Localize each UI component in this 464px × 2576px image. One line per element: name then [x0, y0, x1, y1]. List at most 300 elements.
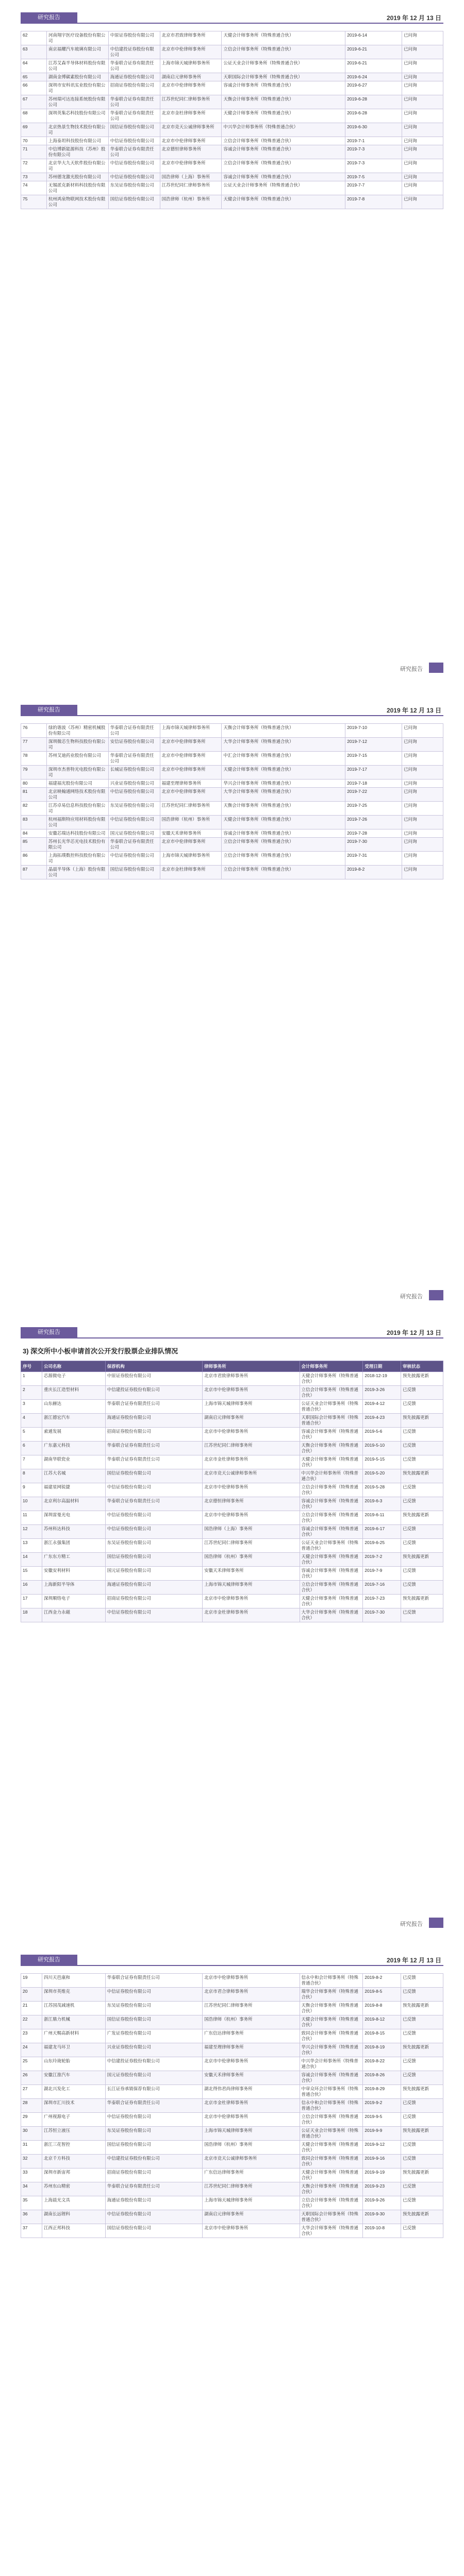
- table-cell: 广东信达律师事务所: [203, 2168, 300, 2182]
- table-cell: 74: [21, 181, 47, 195]
- table-cell: 天健会计师事务所（特殊普通合伙）: [300, 1455, 363, 1469]
- table-cell: 66: [21, 81, 47, 95]
- table-cell: 2019-5-28: [363, 1483, 401, 1497]
- table-cell: 2019-7-10: [345, 724, 402, 738]
- table-cell: 福建福光股份有限公司: [46, 779, 108, 788]
- table-cell: 安徽芯瑞达科技股份有限公司: [46, 829, 108, 838]
- table-cell: 预先披露更新: [401, 2168, 443, 2182]
- table-cell: 2019-6-25: [363, 1539, 401, 1553]
- page-header: [21, 1325, 443, 1338]
- table-row: [21, 2168, 443, 2182]
- table-row: [21, 73, 443, 81]
- table-cell: 已反馈: [401, 2029, 443, 2043]
- table-cell: 中信建投证券股份有限公司: [105, 2057, 202, 2071]
- table-cell: 东吴证券股份有限公司: [108, 802, 160, 816]
- table-cell: 79: [21, 766, 47, 779]
- table-cell: 2019-9-2: [363, 2099, 401, 2113]
- table-cell: 已问询: [402, 173, 443, 181]
- ipo-queue-table-d: [21, 1973, 443, 2238]
- table-cell: 北京市中伦律师事务所: [203, 2113, 300, 2127]
- table-cell: 64: [21, 59, 47, 73]
- table-cell: 华泰联合证券有限责任公司: [105, 1497, 202, 1511]
- table-cell: 江西金力永磁: [42, 1608, 105, 1622]
- table-cell: 63: [21, 45, 47, 59]
- table-cell: 苏州科达科技: [42, 1525, 105, 1539]
- table-row: [21, 2155, 443, 2168]
- table-cell: 已问询: [402, 816, 443, 829]
- table-cell: 国信证券股份有限公司: [105, 2141, 202, 2155]
- table-cell: 上海市锦天城律师事务所: [160, 724, 222, 738]
- table-cell: 86: [21, 852, 47, 866]
- table-cell: 大华会计师事务所（特殊普通合伙）: [300, 2224, 363, 2238]
- table-cell: 2019-6-11: [363, 1511, 401, 1525]
- column-header: 序号: [21, 1361, 42, 1372]
- table-cell: 芯源微电子: [42, 1372, 105, 1386]
- table-cell: 2019-6-14: [345, 31, 402, 45]
- table-cell: 70: [21, 137, 47, 145]
- table-cell: 62: [21, 31, 47, 45]
- table-row: [21, 1483, 443, 1497]
- table-cell: 安徽江淮汽车: [42, 2071, 105, 2085]
- table-cell: 国浩律师（上海）事务所: [160, 173, 222, 181]
- table-cell: 湖北得伟君尚律师事务所: [203, 2085, 300, 2099]
- table-cell: 华泰联合证券有限责任公司: [108, 724, 160, 738]
- table-cell: 立信会计师事务所（特殊普通合伙）: [300, 1581, 363, 1595]
- table-cell: 四川天邑康和: [42, 1974, 105, 1988]
- table-cell: 已反馈: [401, 2015, 443, 2029]
- table-cell: 已反馈: [401, 1525, 443, 1539]
- table-cell: 已问询: [402, 724, 443, 738]
- table-cell: 天衡会计师事务所（特殊普通合伙）: [222, 802, 345, 816]
- table-cell: 10: [21, 1497, 42, 1511]
- table-cell: 北京市中伦律师事务所: [160, 766, 222, 779]
- table-cell: 已反馈: [401, 2155, 443, 2168]
- table-cell: 2019-9-19: [363, 2168, 401, 2182]
- table-row: [21, 2141, 443, 2155]
- table-cell: 国元证券股份有限公司: [105, 2071, 202, 2085]
- table-cell: 招商证券股份有限公司: [105, 2168, 202, 2182]
- table-row: [21, 95, 443, 109]
- table-cell: 2019-5-15: [363, 1455, 401, 1469]
- table-cell: 中信证券股份有限公司: [108, 159, 160, 173]
- table-cell: 2019-8-29: [363, 2085, 401, 2099]
- table-cell: 已反馈: [401, 2196, 443, 2210]
- table-cell: 湖北兴发化工: [42, 2085, 105, 2099]
- table-cell: 北京市君合律师事务所: [203, 1988, 300, 2002]
- table-cell: 2019-5-10: [363, 1442, 401, 1455]
- table-cell: 76: [21, 724, 47, 738]
- table-cell: 28: [21, 2099, 42, 2113]
- page-header: [21, 1953, 443, 1966]
- table-cell: 已反馈: [401, 2224, 443, 2238]
- table-cell: 已反馈: [401, 1386, 443, 1400]
- table-cell: 国信证券股份有限公司: [105, 1553, 202, 1567]
- table-row: [21, 2182, 443, 2196]
- table-row: [21, 852, 443, 866]
- table-cell: 江苏世纪同仁律师事务所: [203, 2002, 300, 2015]
- table-cell: 2019-8-15: [363, 2029, 401, 2043]
- table-cell: 已反馈: [401, 2141, 443, 2155]
- header-tag: 研究报告: [21, 1955, 77, 1965]
- table-cell: 已问询: [402, 109, 443, 123]
- table-cell: 晶晨半导体（上海）股份有限公司: [46, 866, 108, 879]
- table-cell: 北京千方科技: [42, 2155, 105, 2168]
- table-cell: 11: [21, 1511, 42, 1525]
- table-cell: 2019-9-26: [363, 2196, 401, 2210]
- table-cell: 广州视源电子: [42, 2113, 105, 2127]
- table-cell: 73: [21, 173, 47, 181]
- table-cell: 2019-6-28: [345, 95, 402, 109]
- footer-page-block: [429, 1918, 443, 1928]
- header-tag: 研究报告: [21, 1327, 77, 1337]
- table-row: [21, 1469, 443, 1483]
- table-cell: 2019-8-2: [345, 866, 402, 879]
- table-cell: 2019-7-22: [345, 788, 402, 802]
- table-cell: 2019-6-30: [345, 123, 402, 137]
- table-cell: 兴业证券股份有限公司: [108, 779, 160, 788]
- table-row: [21, 137, 443, 145]
- table-cell: 天健会计师事务所（特殊普通合伙）: [300, 2141, 363, 2155]
- table-cell: 中信证券股份有限公司: [108, 137, 160, 145]
- table-cell: 福建至理律师事务所: [203, 2043, 300, 2057]
- table-cell: 已反馈: [401, 1442, 443, 1455]
- table-cell: 87: [21, 866, 47, 879]
- table-cell: 已反馈: [401, 1428, 443, 1442]
- table-cell: 容诚会计师事务所（特殊普通合伙）: [222, 829, 345, 838]
- table-row: [21, 2224, 443, 2238]
- table-cell: 预先披露更新: [401, 1595, 443, 1608]
- table-cell: 已反馈: [401, 1400, 443, 1414]
- table-cell: 江苏世纪同仁律师事务所: [160, 802, 222, 816]
- table-cell: 天衡会计师事务所（特殊普通合伙）: [222, 724, 345, 738]
- table-cell: 天健会计师事务所（特殊普通合伙）: [222, 195, 345, 209]
- table-row: [21, 81, 443, 95]
- table-cell: 国浩律师（杭州）事务所: [160, 195, 222, 209]
- table-cell: 预先披露更新: [401, 1469, 443, 1483]
- table-cell: 安信证券股份有限公司: [108, 738, 160, 752]
- header-date: 2019 年 12 月 13 日: [386, 1957, 441, 1964]
- table-cell: 华兴会计师事务所（特殊普通合伙）: [222, 779, 345, 788]
- table-row: [21, 2002, 443, 2015]
- table-cell: 安徽安利材料: [42, 1567, 105, 1581]
- table-cell: 重庆长江造型材料: [42, 1386, 105, 1400]
- header-date: 2019 年 12 月 13 日: [386, 707, 441, 714]
- table-cell: 2019-7-26: [345, 816, 402, 829]
- table-row: [21, 109, 443, 123]
- header-date: 2019 年 12 月 13 日: [386, 14, 441, 22]
- table-cell: 容诚会计师事务所（特殊普通合伙）: [222, 173, 345, 181]
- table-cell: 上海市锦天城律师事务所: [160, 59, 222, 73]
- table-cell: 容诚会计师事务所（特殊普通合伙）: [300, 2071, 363, 2085]
- table-cell: 上海市锦天城律师事务所: [203, 1581, 300, 1595]
- table-cell: 中信证券股份有限公司: [105, 1525, 202, 1539]
- table-cell: 2019-6-21: [345, 45, 402, 59]
- table-cell: 公证天业会计师事务所（特殊普通合伙）: [300, 1400, 363, 1414]
- table-cell: 已反馈: [401, 1608, 443, 1622]
- column-header: 受理日期: [363, 1361, 401, 1372]
- table-cell: 2019-6-17: [363, 1525, 401, 1539]
- table-row: [21, 1553, 443, 1567]
- table-cell: 福建龙马环卫: [42, 2043, 105, 2057]
- table-cell: 天健会计师事务所（特殊普通合伙）: [222, 816, 345, 829]
- table-cell: 杭州福斯特应用材料股份有限公司: [46, 816, 108, 829]
- table-cell: 中信建投证券股份有限公司: [105, 1386, 202, 1400]
- table-cell: 预先披露更新: [401, 2002, 443, 2015]
- table-cell: 北京市中伦律师事务所: [203, 2057, 300, 2071]
- table-cell: 北京市君致律师事务所: [160, 31, 222, 45]
- table-cell: 国浩律师（杭州）事务所: [203, 2015, 300, 2029]
- table-cell: 浙江永强集团: [42, 1539, 105, 1553]
- table-row: [21, 2210, 443, 2224]
- table-row: [21, 2015, 443, 2029]
- table-cell: 2019-7-30: [363, 1608, 401, 1622]
- table-row: [21, 724, 443, 738]
- table-cell: 天衡会计师事务所（特殊普通合伙）: [300, 1442, 363, 1455]
- table-cell: 中兴华会计师事务所（特殊普通合伙）: [300, 2057, 363, 2071]
- table-cell: 81: [21, 788, 47, 802]
- table-cell: 北京德恒律师事务所: [203, 1497, 300, 1511]
- table-cell: 2019-7-1: [345, 137, 402, 145]
- table-cell: 已问询: [402, 31, 443, 45]
- table-row: [21, 173, 443, 181]
- table-row: [21, 1386, 443, 1400]
- table-cell: 2019-7-16: [363, 1581, 401, 1595]
- table-cell: 83: [21, 816, 47, 829]
- table-cell: 2019-9-5: [363, 2113, 401, 2127]
- table-cell: 2019-3-26: [363, 1386, 401, 1400]
- table-cell: 福建星网锐捷: [42, 1483, 105, 1497]
- table-cell: 已反馈: [401, 1988, 443, 2002]
- table-cell: 2019-8-12: [363, 2015, 401, 2029]
- table-cell: 天职国际会计师事务所（特殊普通合伙）: [222, 73, 345, 81]
- table-cell: 34: [21, 2182, 42, 2196]
- table-row: [21, 802, 443, 816]
- table-cell: 已反馈: [401, 1581, 443, 1595]
- table-cell: 2019-8-22: [363, 2057, 401, 2071]
- table-cell: 江苏卓易信息科技股份有限公司: [46, 802, 108, 816]
- table-cell: 77: [21, 738, 47, 752]
- page-footer: [356, 663, 443, 673]
- table-cell: 中信证券股份有限公司: [105, 1483, 202, 1497]
- table-cell: 大华会计师事务所（特殊普通合伙）: [300, 1608, 363, 1622]
- table-cell: 东吴证券股份有限公司: [105, 1539, 202, 1553]
- table-cell: 已问询: [402, 866, 443, 879]
- table-cell: 已问询: [402, 73, 443, 81]
- table-cell: 山东玲珑轮胎: [42, 2057, 105, 2071]
- table-cell: 2019-7-3: [345, 145, 402, 159]
- table-cell: 已问询: [402, 95, 443, 109]
- table-cell: 18: [21, 1608, 42, 1622]
- table-cell: 30: [21, 2127, 42, 2141]
- table-cell: 公证天业会计师事务所（特殊普通合伙）: [300, 2127, 363, 2141]
- table-cell: 78: [21, 752, 47, 766]
- table-cell: 安徽天禾律师事务所: [203, 1567, 300, 1581]
- table-row: [21, 145, 443, 159]
- page-header: [21, 703, 443, 716]
- table-cell: 容诚会计师事务所（特殊普通合伙）: [300, 1567, 363, 1581]
- table-cell: 长江证券承销保荐有限公司: [105, 2085, 202, 2099]
- table-cell: 瑞华会计师事务所（特殊普通合伙）: [300, 1988, 363, 2002]
- table-cell: 29: [21, 2113, 42, 2127]
- table-cell: 国信证券股份有限公司: [108, 866, 160, 879]
- table-cell: 已问询: [402, 159, 443, 173]
- table-cell: 2019-7-9: [363, 1567, 401, 1581]
- table-cell: 上海拓璞数控科技股份有限公司: [46, 852, 108, 866]
- table-cell: 海通证券股份有限公司: [105, 2196, 202, 2210]
- table-cell: 索通发展: [42, 1428, 105, 1442]
- table-cell: 北京市中伦律师事务所: [160, 137, 222, 145]
- table-cell: 立信会计师事务所（特殊普通合伙）: [300, 2113, 363, 2127]
- table-cell: 华泰联合证券有限责任公司: [105, 1455, 202, 1469]
- table-cell: 天衡会计师事务所（特殊普通合伙）: [300, 2182, 363, 2196]
- table-cell: 海通证券股份有限公司: [108, 73, 160, 81]
- table-cell: 已反馈: [401, 2182, 443, 2196]
- table-cell: 容诚会计师事务所（特殊普通合伙）: [300, 1497, 363, 1511]
- table-cell: 绿的谐波（苏州）精密机械股份有限公司: [46, 724, 108, 738]
- table-cell: 中兴华会计师事务所（特殊普通合伙）: [300, 1469, 363, 1483]
- table-cell: 2019-7-5: [345, 173, 402, 181]
- table-cell: 北京市金杜律师事务所: [203, 2099, 300, 2113]
- column-header: 保荐机构: [105, 1361, 202, 1372]
- table-cell: 20: [21, 1988, 42, 2002]
- table-cell: 已反馈: [401, 1455, 443, 1469]
- table-cell: 中信证券股份有限公司: [108, 173, 160, 181]
- footer-label: 研究报告: [400, 666, 423, 672]
- table-cell: 天健会计师事务所（特殊普通合伙）: [300, 2168, 363, 2182]
- table-cell: 中信建投证券股份有限公司: [105, 2155, 202, 2168]
- table-cell: 已反馈: [401, 2113, 443, 2127]
- table-cell: 苏州长光华芯光电技术股份有限公司: [46, 838, 108, 852]
- table-row: [21, 2029, 443, 2043]
- table-cell: 天衡会计师事务所（特殊普通合伙）: [222, 95, 345, 109]
- table-cell: 北京市中伦律师事务所: [160, 81, 222, 95]
- table-cell: 北京市中伦律师事务所: [203, 1483, 300, 1497]
- table-cell: 8: [21, 1469, 42, 1483]
- table-cell: 2019-7-18: [345, 779, 402, 788]
- table-cell: 5: [21, 1428, 42, 1442]
- table-cell: 兴业证券股份有限公司: [105, 2043, 202, 2057]
- footer-page-block: [429, 1290, 443, 1300]
- table-cell: 26: [21, 2071, 42, 2085]
- table-cell: 2019-4-12: [363, 1400, 401, 1414]
- table-cell: 华泰联合证券有限责任公司: [108, 95, 160, 109]
- table-cell: 预先披露更新: [401, 1372, 443, 1386]
- section-title: 3) 深交所中小板申请首次公开发行股票企业排队情况: [23, 1347, 178, 1355]
- table-cell: 85: [21, 838, 47, 852]
- table-cell: 北京市金杜律师事务所: [203, 1455, 300, 1469]
- header-date: 2019 年 12 月 13 日: [386, 1329, 441, 1336]
- document-page-1: [21, 10, 443, 678]
- table-row: [21, 195, 443, 209]
- table-row: [21, 59, 443, 73]
- table-cell: 25: [21, 2057, 42, 2071]
- table-cell: 江苏世纪同仁律师事务所: [160, 181, 222, 195]
- table-cell: 2019-7-30: [345, 838, 402, 852]
- table-cell: 北京市中伦律师事务所: [160, 159, 222, 173]
- table-row: [21, 1525, 443, 1539]
- table-cell: 湖南启元律师事务所: [203, 2210, 300, 2224]
- table-cell: 华泰联合证券有限责任公司: [108, 59, 160, 73]
- table-cell: 2019-7-8: [345, 195, 402, 209]
- table-cell: 22: [21, 2015, 42, 2029]
- column-header: 律师事务所: [203, 1361, 300, 1372]
- table-cell: 19: [21, 1974, 42, 1988]
- table-row: [21, 779, 443, 788]
- table-cell: 天衡会计师事务所（特殊普通合伙）: [300, 2002, 363, 2015]
- table-row: [21, 838, 443, 852]
- table-cell: 立信会计师事务所（特殊普通合伙）: [222, 852, 345, 866]
- table-cell: 招商证券股份有限公司: [105, 1595, 202, 1608]
- table-row: [21, 45, 443, 59]
- table-cell: 浙江三花智控: [42, 2141, 105, 2155]
- table-row: [21, 123, 443, 137]
- table-cell: 2019-8-26: [363, 2071, 401, 2085]
- page-footer: [356, 1290, 443, 1300]
- table-cell: 深圳英集芯科技股份有限公司: [46, 109, 108, 123]
- table-cell: 2019-8-19: [363, 2043, 401, 2057]
- table-cell: 国信证券股份有限公司: [105, 2015, 202, 2029]
- table-cell: 江苏大名城: [42, 1469, 105, 1483]
- table-row: [21, 1567, 443, 1581]
- table-row: [21, 2085, 443, 2099]
- table-cell: 浙江鼎力机械: [42, 2015, 105, 2029]
- table-row: [21, 31, 443, 45]
- column-header: 公司名称: [42, 1361, 105, 1372]
- table-cell: 立信会计师事务所（特殊普通合伙）: [300, 1386, 363, 1400]
- footer-page-block: [429, 663, 443, 673]
- table-cell: 江苏世纪同仁律师事务所: [160, 95, 222, 109]
- table-cell: 预先披露更新: [401, 2043, 443, 2057]
- header-tag: 研究报告: [21, 12, 77, 23]
- table-cell: 71: [21, 145, 47, 159]
- table-cell: 北京市中伦律师事务所: [160, 788, 222, 802]
- table-cell: 信永中和会计师事务所（特殊普通合伙）: [300, 2099, 363, 2113]
- table-cell: 湖南长远锂科: [42, 2210, 105, 2224]
- table-row: [21, 2043, 443, 2057]
- table-cell: 2019-7-25: [345, 802, 402, 816]
- table-cell: 苏州东山精密: [42, 2182, 105, 2196]
- table-cell: 已问询: [402, 137, 443, 145]
- table-cell: 国信证券股份有限公司: [105, 1469, 202, 1483]
- table-cell: 2019-7-7: [345, 181, 402, 195]
- table-cell: 大华会计师事务所（特殊普通合伙）: [222, 738, 345, 752]
- table-row: [21, 1988, 443, 2002]
- table-cell: 国浩律师（上海）事务所: [203, 1525, 300, 1539]
- table-cell: 立信会计师事务所（特殊普通合伙）: [222, 137, 345, 145]
- table-cell: 立信会计师事务所（特殊普通合伙）: [300, 2196, 363, 2210]
- table-cell: 中信证券股份有限公司: [105, 2113, 202, 2127]
- column-header: 会计师事务所: [300, 1361, 363, 1372]
- table-cell: 长城证券股份有限公司: [108, 766, 160, 779]
- table-cell: 天职国际会计师事务所（特殊普通合伙）: [300, 2210, 363, 2224]
- ipo-queue-table-c: [21, 1361, 443, 1622]
- table-cell: 湖南金博碳素股份有限公司: [46, 73, 108, 81]
- table-cell: 31: [21, 2141, 42, 2155]
- table-cell: 已问询: [402, 59, 443, 73]
- table-cell: 2019-6-28: [345, 109, 402, 123]
- table-cell: 北京市中伦律师事务所: [203, 1386, 300, 1400]
- footer-label: 研究报告: [400, 1294, 423, 1300]
- table-cell: 23: [21, 2029, 42, 2043]
- table-cell: 北京利尔高温材料: [42, 1497, 105, 1511]
- table-cell: 3: [21, 1400, 42, 1414]
- table-cell: 12: [21, 1525, 42, 1539]
- table-cell: 信永中和会计师事务所（特殊普通合伙）: [300, 1974, 363, 1988]
- table-row: [21, 2113, 443, 2127]
- table-row: [21, 788, 443, 802]
- table-cell: 已问询: [402, 766, 443, 779]
- table-cell: 2019-5-20: [363, 1469, 401, 1483]
